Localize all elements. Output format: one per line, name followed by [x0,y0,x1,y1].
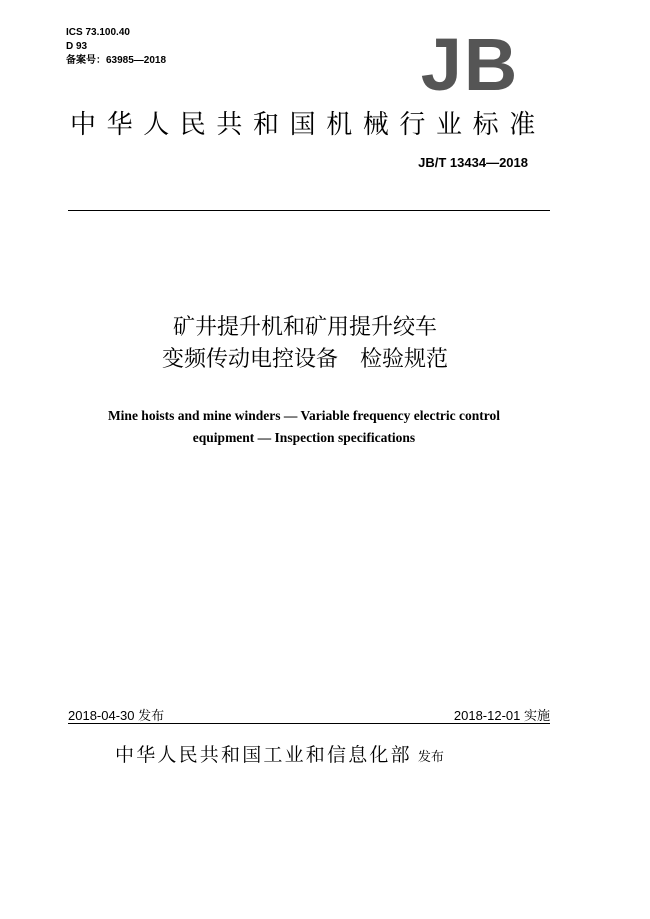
english-title-line-2: equipment — Inspection specifications [192,430,416,445]
classification-block [66,26,166,68]
bottom-divider [68,723,550,724]
ics-code: ICS 73.100.40 [66,27,130,38]
chinese-title-line-1: 矿井提升机和矿用提升绞车 [172,315,437,340]
filing-number: 备案号：63985—2018 [66,55,167,66]
chinese-title [0,312,610,376]
ccs-code: D 93 [66,41,88,52]
issuer-title: 中华人民共和国机械行业标准 [70,110,546,140]
publisher-org: 中华人民共和国工业和信息化部 [115,744,412,766]
standard-number-text: JB/T 13434—2018 [418,155,528,170]
chinese-title-line-2: 变频传动电控设备 检验规范 [161,347,448,372]
top-divider [68,210,550,211]
english-title-line-1: Mine hoists and mine winders — Variable frequency electric control [107,408,501,423]
standard-number [418,155,528,170]
publisher-action: 发布 [417,750,444,765]
publisher-line [115,740,444,767]
jb-logo [408,28,533,96]
english-title [0,405,608,449]
publish-date: 2018-04-30 发布 [68,708,165,723]
jb-logo-text: JB [420,28,520,96]
implementation-date: 2018-12-01 实施 [453,708,550,723]
